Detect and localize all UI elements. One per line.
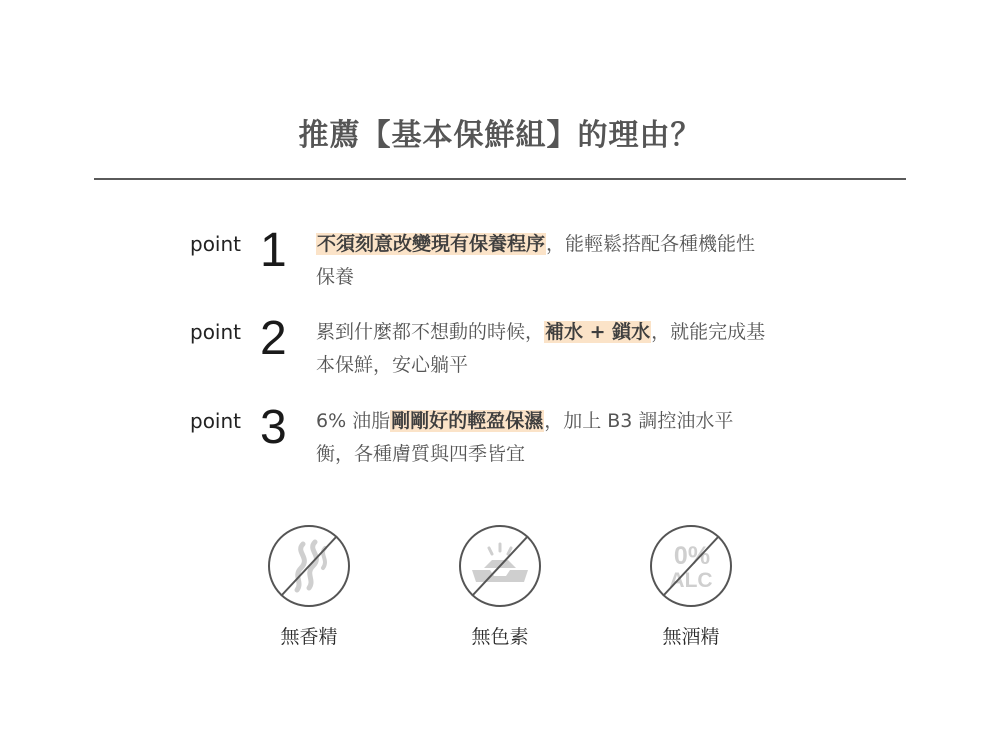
no-alcohol-icon xyxy=(649,524,733,608)
feature-no-fragrance xyxy=(249,524,369,649)
point-item-3 xyxy=(190,401,770,489)
feature-no-colorant xyxy=(440,524,560,649)
no-fragrance-icon xyxy=(267,524,351,608)
feature-label: 無香精 xyxy=(280,626,338,648)
description-text: 6% 油脂 xyxy=(316,410,391,432)
point-number: 3 xyxy=(260,401,287,454)
icon-text-top: 0% xyxy=(673,542,711,570)
point-item-1 xyxy=(190,224,770,312)
point-label: point xyxy=(190,232,242,256)
highlighted-text: 剛剛好的輕盈保濕 xyxy=(391,410,544,432)
page-title: 推薦【基本保鮮組】的理由？ xyxy=(298,118,702,153)
highlighted-text: 不須刻意改變現有保養程序 xyxy=(317,233,546,255)
point-label: point xyxy=(190,320,242,344)
point-description xyxy=(316,228,766,294)
title-divider xyxy=(94,178,906,180)
point-label: point xyxy=(190,409,242,433)
feature-no-alcohol xyxy=(631,524,751,649)
point-description xyxy=(316,316,766,382)
description-text: ，加上 B3 調控油水平衡，各種膚質與四季皆宜 xyxy=(316,410,734,465)
description-text: 累到什麼都不想動的時候， xyxy=(316,321,545,343)
no-colorant-icon xyxy=(458,524,542,608)
point-number: 2 xyxy=(260,312,287,365)
point-item-2 xyxy=(190,312,770,400)
icon-text-bottom: ALC xyxy=(669,569,713,592)
description-text: ，能輕鬆搭配各種機能性保養 xyxy=(316,233,756,288)
highlighted-text: 補水 + 鎖水 xyxy=(545,321,651,343)
feature-label: 無色素 xyxy=(471,626,529,648)
feature-label: 無酒精 xyxy=(662,626,720,648)
point-description xyxy=(316,405,766,471)
description-text: ，就能完成基本保鮮，安心躺平 xyxy=(316,321,766,376)
point-number: 1 xyxy=(260,224,287,277)
